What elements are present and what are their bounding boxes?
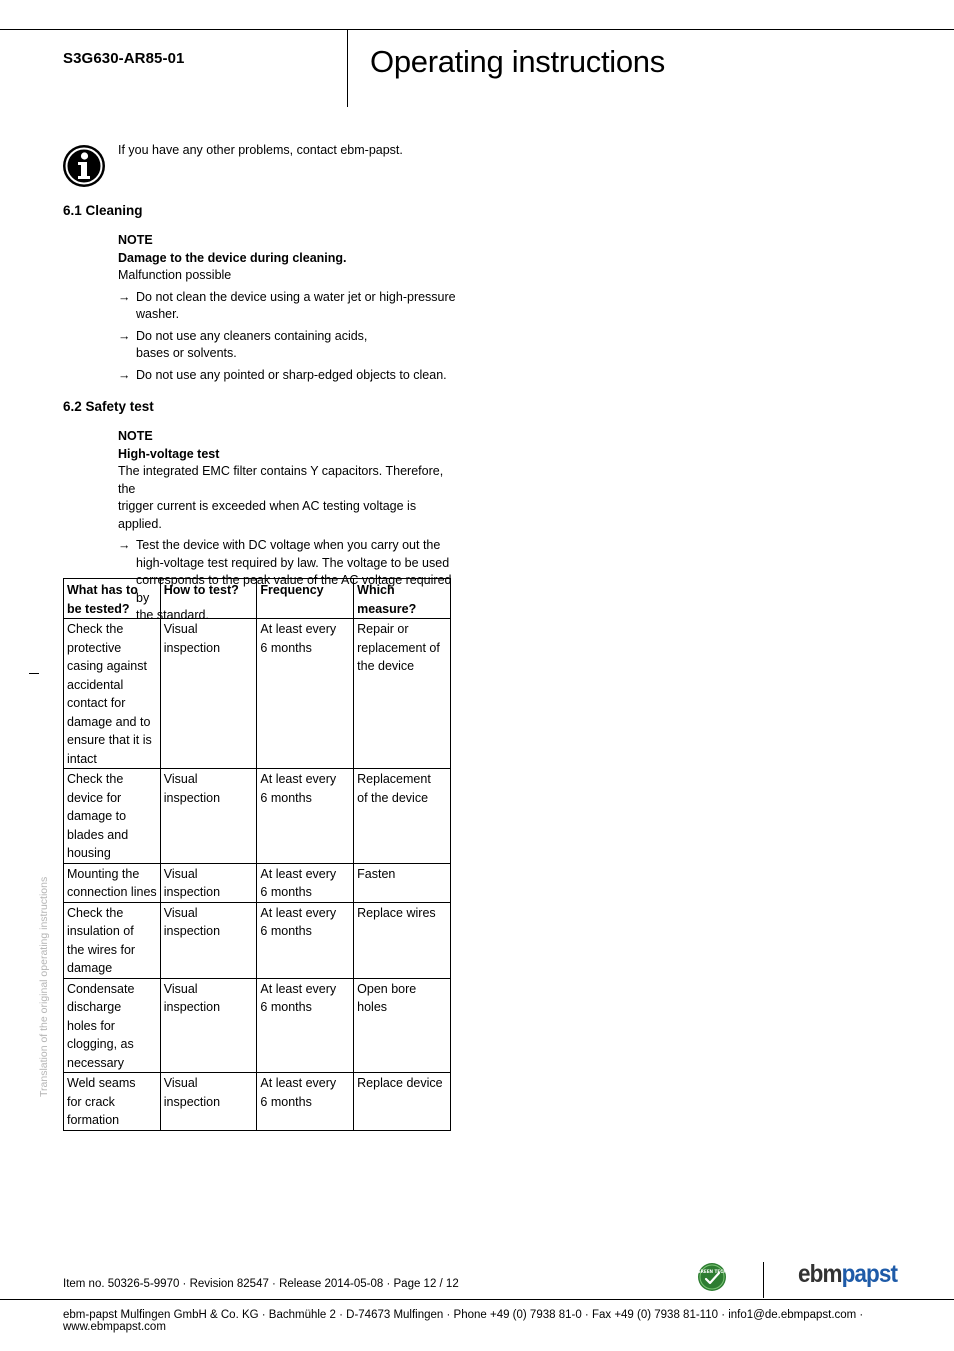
greentech-badge-text: GREEN TECH	[697, 1269, 727, 1274]
text-line: clogging, as	[67, 1037, 134, 1051]
table-row	[64, 902, 451, 978]
table-cell-frequency	[257, 978, 354, 1073]
table-cell-measure	[354, 619, 451, 769]
text-line: the device	[357, 659, 415, 673]
table-cell-frequency	[257, 619, 354, 769]
text-line: the standard.	[136, 608, 209, 622]
text-line: accidental	[67, 677, 124, 692]
instruction-text	[136, 328, 458, 363]
text-line: Frequency	[260, 583, 324, 597]
table-cell-test-item	[64, 863, 161, 902]
text-line: Visual inspection	[163, 772, 221, 805]
instruction-step	[118, 367, 458, 385]
instruction-step	[118, 289, 458, 324]
footer-rule	[0, 1299, 954, 1300]
header-divider	[347, 29, 348, 107]
arrow-right-icon: →	[118, 538, 131, 552]
text-line: for crack	[67, 1094, 115, 1109]
table-cell-test-method	[160, 1073, 257, 1131]
column-header-measure	[354, 579, 451, 619]
table-cell-frequency	[257, 1073, 354, 1131]
note-text: Malfunction possible	[118, 268, 232, 282]
instruction-text	[136, 367, 458, 385]
text-line: holes for	[67, 1018, 115, 1033]
table-cell-measure	[354, 863, 451, 902]
table-row	[64, 1073, 451, 1131]
table-cell-frequency	[257, 769, 354, 864]
text-line: Visual inspection	[163, 622, 221, 655]
text-line: Test the device with DC voltage when you carry out the	[136, 538, 441, 552]
table-row	[64, 769, 451, 864]
table-cell-test-item	[64, 902, 161, 978]
text-line: damage	[67, 961, 113, 975]
table-cell-test-method	[160, 769, 257, 864]
text-line: device for	[67, 790, 122, 805]
table-cell-measure	[354, 902, 451, 978]
table-cell-test-item	[64, 978, 161, 1073]
text-line: Do not clean the device using a water jet or high-pressure	[136, 289, 456, 304]
text-line: Repair or	[357, 622, 409, 636]
text-line: Replacement	[357, 772, 431, 786]
logo-divider	[763, 1262, 764, 1298]
note-text-line: trigger current is exceeded when AC testing voltage is applied.	[118, 499, 417, 531]
text-line: Replace device	[357, 1076, 443, 1090]
text-line: How to test?	[163, 583, 239, 597]
table-body	[64, 619, 451, 1131]
arrow-right-icon: →	[118, 289, 131, 304]
table-cell-test-method	[160, 863, 257, 902]
text-line: damage and to	[67, 714, 151, 729]
section-heading-safety-test: 6.2 Safety test	[63, 399, 154, 414]
text-line: Visual inspection	[163, 905, 221, 938]
table-cell-frequency	[257, 902, 354, 978]
text-line: housing	[67, 846, 111, 860]
text-line: damage to	[67, 809, 127, 823]
side-translation-note: Translation of the original operating instructions	[38, 876, 50, 1097]
text-line: 6 months	[260, 790, 312, 805]
text-line: measure?	[357, 601, 417, 616]
margin-fold-mark	[29, 673, 39, 674]
logo-text-papst: papst	[841, 1260, 898, 1288]
text-line: washer.	[136, 307, 180, 321]
text-line: At least every	[260, 772, 337, 786]
text-line: protective	[67, 640, 122, 655]
column-header-frequency	[257, 579, 354, 619]
note-title: Damage to the device during cleaning.	[118, 250, 347, 265]
text-line: Fasten	[357, 866, 396, 881]
table-cell-measure	[354, 769, 451, 864]
text-line: casing against	[67, 659, 147, 673]
table-row	[64, 619, 451, 769]
text-line: of the device	[357, 790, 429, 805]
table-cell-test-method	[160, 902, 257, 978]
text-line: corresponds to the peak value of the AC voltage required by	[136, 573, 452, 605]
section-heading-cleaning: 6.1 Cleaning	[63, 203, 143, 218]
text-line: Weld seams	[67, 1076, 136, 1090]
text-line: 6 months	[260, 885, 312, 899]
text-line: Check the	[67, 772, 124, 786]
logo-text-ebm: ebm	[798, 1260, 842, 1288]
footer-item-info: Item no. 50326-5-9970 · Revision 82547 · Release 2014-05-08 · Page 12 / 12	[63, 1278, 459, 1290]
info-note-text: If you have any other problems, contact ebm-papst.	[118, 143, 403, 157]
text-line: At least every	[260, 866, 337, 881]
text-line: Visual inspection	[163, 981, 221, 1014]
text-line: Visual inspection	[163, 1076, 221, 1109]
text-line: At least every	[260, 622, 337, 636]
text-line: Replace wires	[357, 905, 436, 920]
text-line: Do not use any cleaners containing acids,	[136, 328, 368, 343]
text-line: be tested?	[67, 601, 130, 616]
column-header-test-method	[160, 579, 257, 619]
text-line: Check the	[67, 905, 124, 920]
table-cell-test-item	[64, 769, 161, 864]
text-line: necessary	[67, 1055, 124, 1070]
header-top-rule	[0, 29, 954, 30]
note-title: High-voltage test	[118, 446, 220, 461]
arrow-right-icon: →	[118, 367, 131, 382]
table-row	[64, 978, 451, 1073]
note-label: NOTE	[118, 233, 153, 247]
text-line: At least every	[260, 905, 337, 920]
text-line: replacement of	[357, 640, 440, 655]
ebmpapst-logo	[798, 1260, 897, 1289]
text-line: What has to	[67, 583, 138, 597]
text-line: Which	[357, 583, 395, 597]
note-label: NOTE	[118, 429, 153, 443]
table-cell-frequency	[257, 863, 354, 902]
text-line: ensure that it is	[67, 733, 152, 747]
text-line: connection lines	[67, 885, 157, 899]
text-line: 6 months	[260, 924, 312, 938]
maintenance-table	[63, 578, 451, 1131]
table-row	[64, 863, 451, 902]
text-line: Open bore holes	[357, 981, 417, 1014]
table-cell-test-method	[160, 978, 257, 1073]
note-text-line: The integrated EMC filter contains Y capacitors. Therefore, the	[118, 464, 444, 496]
column-header-test-item	[64, 579, 161, 619]
instruction-step	[118, 328, 458, 363]
text-line: formation	[67, 1113, 120, 1127]
cleaning-steps	[118, 289, 458, 385]
text-line: At least every	[260, 981, 337, 996]
page-title: Operating instructions	[370, 44, 665, 79]
table-cell-measure	[354, 1073, 451, 1131]
text-line: high-voltage test required by law. The voltage to be used	[136, 555, 450, 570]
text-line: 6 months	[260, 1094, 312, 1109]
text-line: insulation of	[67, 924, 134, 938]
text-line: the wires for	[67, 942, 136, 957]
text-line: blades and	[67, 827, 129, 842]
text-line: intact	[67, 751, 97, 766]
text-line: bases or solvents.	[136, 346, 237, 360]
text-line: At least every	[260, 1076, 337, 1090]
info-icon	[62, 144, 106, 188]
text-line: discharge	[67, 1000, 122, 1014]
instruction-text	[136, 289, 458, 324]
table-cell-test-method	[160, 619, 257, 769]
text-line: 6 months	[260, 1000, 312, 1014]
text-line: Check the	[67, 622, 124, 636]
text-line: Condensate	[67, 981, 135, 996]
cleaning-note	[118, 232, 458, 384]
text-line: Do not use any pointed or sharp-edged objects to clean.	[136, 367, 447, 382]
table-cell-test-item	[64, 619, 161, 769]
arrow-right-icon: →	[118, 328, 131, 343]
footer-company-info: ebm-papst Mulfingen GmbH & Co. KG · Bachmühle 2 · D-74673 Mulfingen · Phone +49 (0) 7938 81-0 · Fax +49 (0) 7938 81-110 · info1@de.ebmpapst.com · www.ebmpapst.com	[63, 1309, 864, 1333]
greentech-badge-icon	[697, 1262, 727, 1292]
text-line: Visual inspection	[163, 866, 221, 899]
text-line: contact for	[67, 696, 126, 710]
text-line: Mounting the	[67, 866, 140, 881]
model-number: S3G630-AR85-01	[63, 50, 185, 67]
table-header-row	[64, 579, 451, 619]
text-line: 6 months	[260, 640, 312, 655]
table-cell-test-item	[64, 1073, 161, 1131]
table-cell-measure	[354, 978, 451, 1073]
note-text	[118, 463, 458, 533]
